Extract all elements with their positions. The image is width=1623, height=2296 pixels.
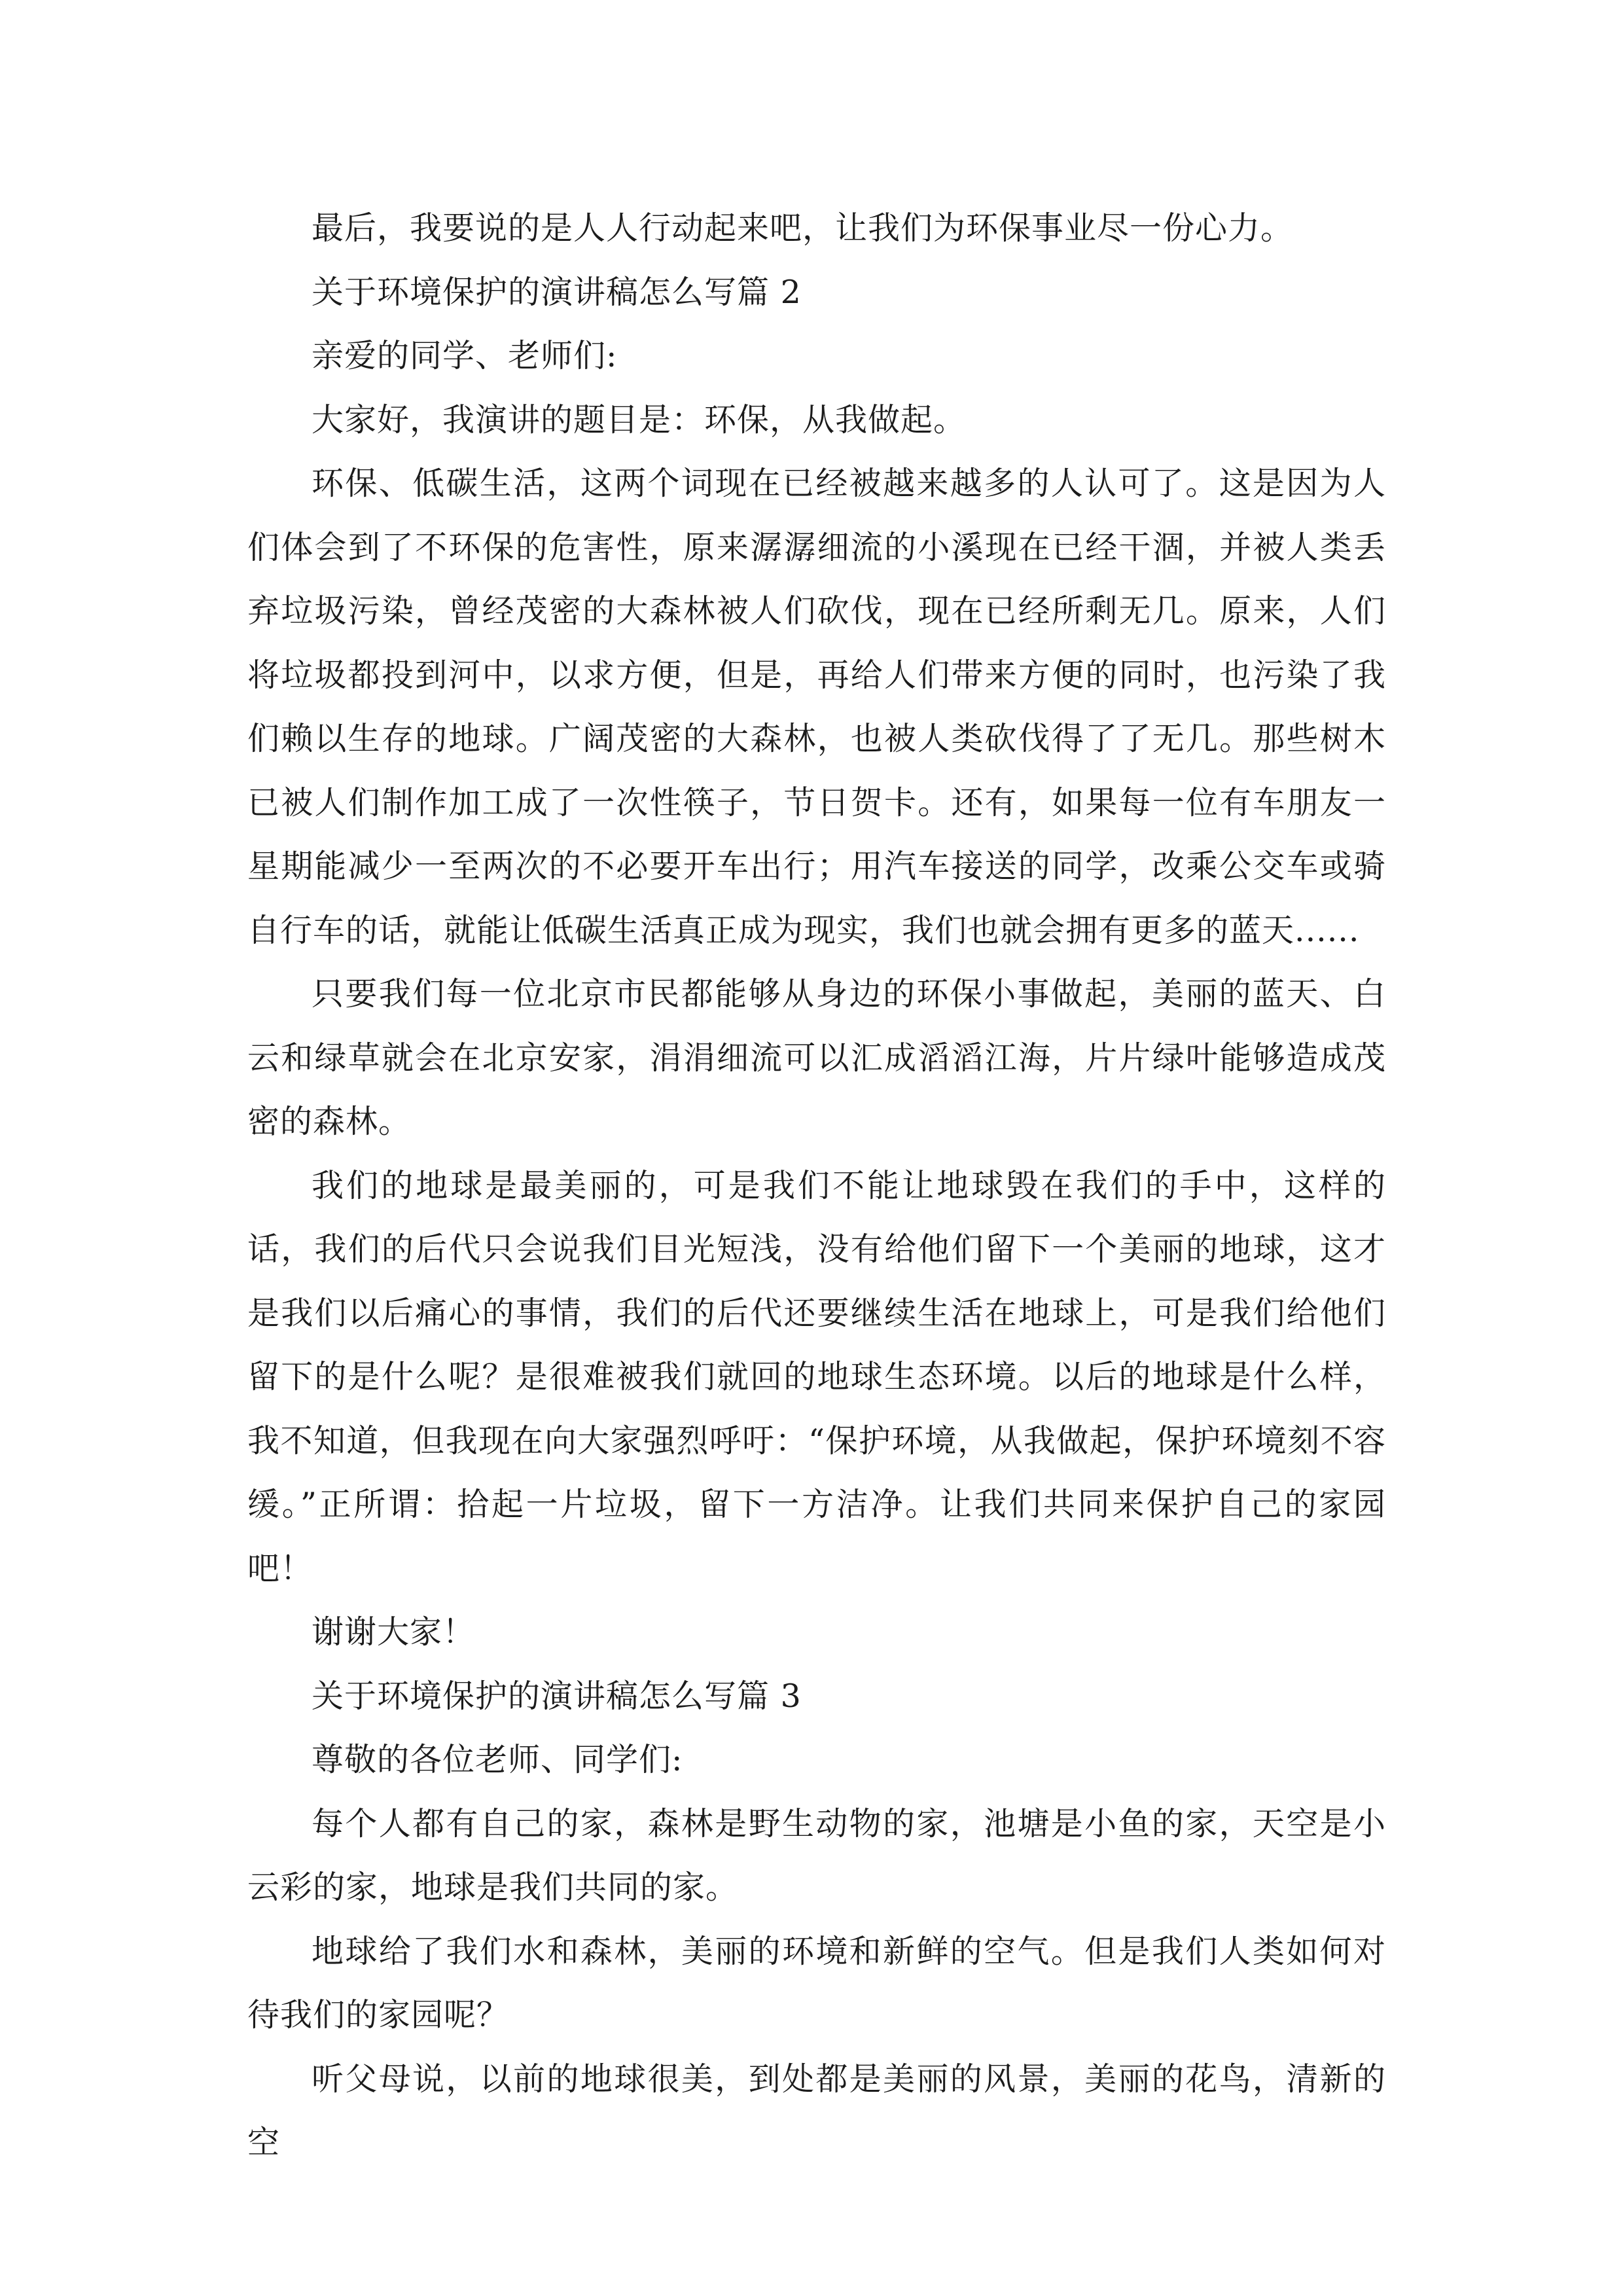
closing-paragraph: 最后，我要说的是人人行动起来吧，让我们为环保事业尽一份心力。 — [312, 209, 1294, 247]
body-paragraph: 只要我们每一位北京市民都能够从身边的环保小事做起，美丽的蓝天、白云和绿草就会在北京安家，涓涓细流可以汇成滔滔江海，片片绿叶能够造成茂密的森林。 — [247, 975, 1386, 1140]
body-paragraph: 每个人都有自己的家，森林是野生动物的家，池塘是小鱼的家，天空是小云彩的家，地球是我们共同的家。 — [247, 1804, 1386, 1906]
thanks-paragraph: 谢谢大家！ — [312, 1613, 476, 1651]
section-title-2: 关于环境保护的演讲稿怎么写篇 2 — [312, 273, 802, 311]
section-title-3: 关于环境保护的演讲稿怎么写篇 3 — [312, 1677, 802, 1715]
document-body — [247, 196, 1386, 2175]
greeting-paragraph: 亲爱的同学、老师们: — [312, 337, 618, 374]
body-paragraph: 我们的地球是最美丽的，可是我们不能让地球毁在我们的手中，这样的话，我们的后代只会说我们目光短浅，没有给他们留下一个美丽的地球，这才是我们以后痛心的事情，我们的后代还要继续生活在地球上，可是我们给他们留下的是什么呢？是很难被我们就回的地球生态环境。以后的地球是什么样，我不知道，但我现在向大家强烈呼吁：“保护环境，从我做起，保护环境刻不容缓。”正所谓：拾起一片垃圾，留下一方洁净。让我们共同来保护自己的家园吧！ — [247, 1166, 1386, 1587]
topic-paragraph: 大家好，我演讲的题目是：环保，从我做起。 — [312, 401, 967, 439]
body-paragraph: 听父母说，以前的地球很美，到处都是美丽的风景，美丽的花鸟，清新的空 — [247, 2060, 1386, 2161]
greeting-paragraph: 尊敬的各位老师、同学们: — [312, 1741, 683, 1778]
body-paragraph: 地球给了我们水和森林，美丽的环境和新鲜的空气。但是我们人类如何对待我们的家园呢？ — [247, 1932, 1386, 2034]
body-paragraph: 环保、低碳生活，这两个词现在已经被越来越多的人认可了。这是因为人们体会到了不环保的危害性，原来潺潺细流的小溪现在已经干涸，并被人类丢弃垃圾污染，曾经茂密的大森林被人们砍伐，现在已经所剩无几。原来，人们将垃圾都投到河中，以求方便，但是，再给人们带来方便的同时，也污染了我们赖以生存的地球。广阔茂密的大森林，也被人类砍伐得了了无几。那些树木已被人们制作加工成了一次性筷子，节日贺卡。还有，如果每一位有车朋友一星期能减少一至两次的不必要开车出行；用汽车接送的同学，改乘公交车或骑自行车的话，就能让低碳生活真正成为现实，我们也就会拥有更多的蓝天...... — [247, 465, 1386, 949]
